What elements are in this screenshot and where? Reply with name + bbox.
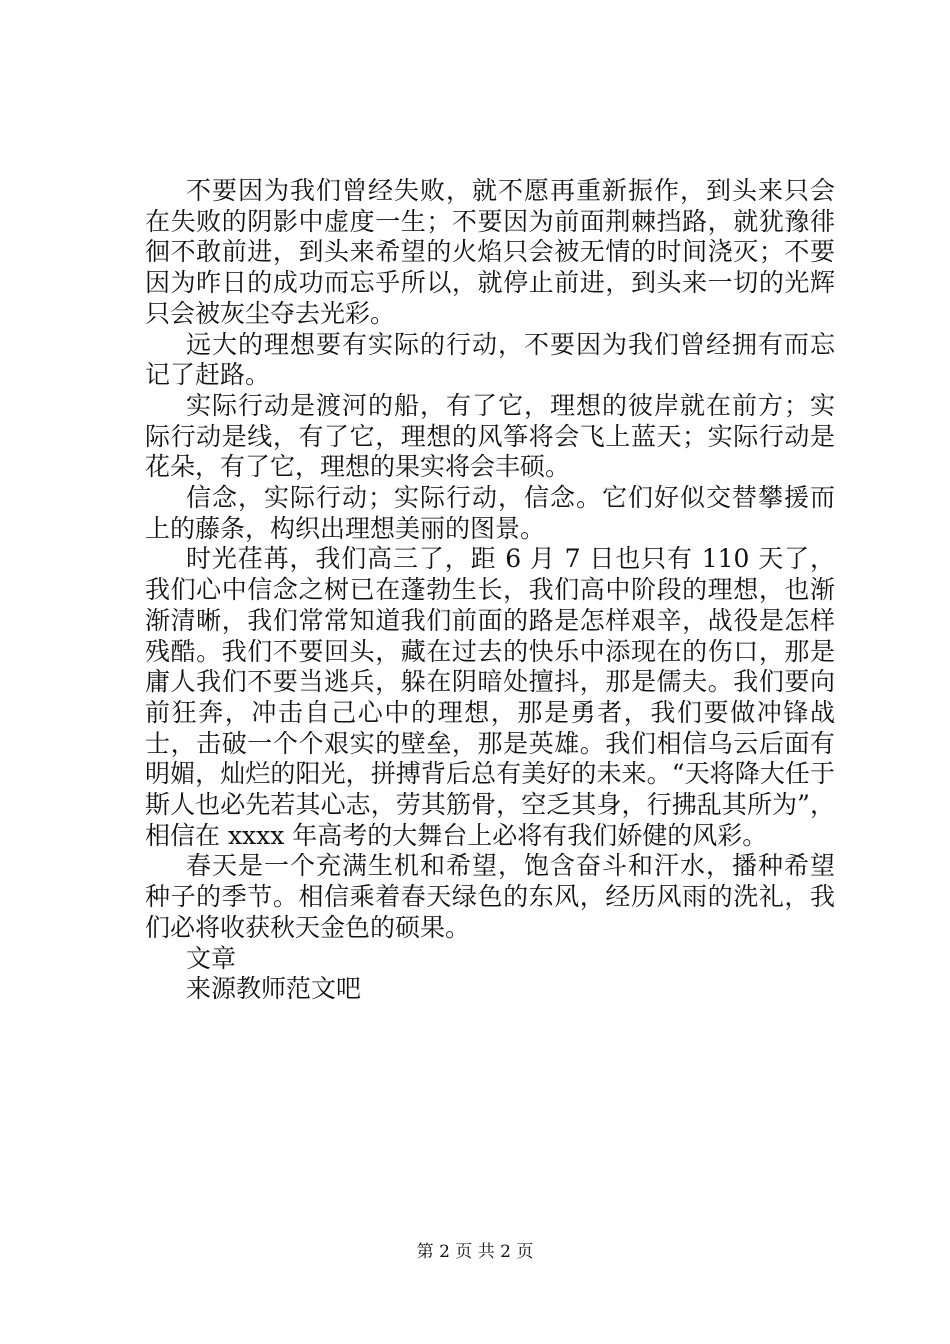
closing-line-source: 来源教师范文吧 — [186, 974, 362, 1004]
closing-line-article: 文章 — [186, 943, 237, 973]
paragraph-4: 信念，实际行动；实际行动，信念。它们好似交替攀援而上的藤条，构织出理想美丽的图景。 — [145, 483, 835, 543]
paragraph-5: 时光荏苒，我们高三了，距 6 月 7 日也只有 110 天了，我们心中信念之树已在蓬勃生长，我们高中阶段的理想，也渐渐清晰，我们常常知道我们前面的路是怎样艰辛，战役是怎样残酷。我们不要回头，藏在过去的快乐中添现在的伤口，那是庸人我们不要当逃兵，躲在阴暗处擅抖，那是儒夫。我们要向前狂奔，冲击自己心中的理想，那是勇者，我们要做冲锋战士，击破一个个艰实的壁垒，那是英雄。我们相信乌云后面有明媚，灿烂的阳光，拼搏背后总有美好的未来。“天将降大任于斯人也必先若其心志，劳其筋骨，空乏其身，行拂乱其所为”，相信在 xxxx 年高考的大舞台上必将有我们娇健的风彩。 — [145, 544, 835, 850]
paragraph-2: 远大的理想要有实际的行动，不要因为我们曾经拥有而忘记了赶路。 — [145, 329, 835, 390]
article-body — [145, 176, 835, 1005]
paragraph-3: 实际行动是渡河的船，有了它，理想的彼岸就在前方；实际行动是线，有了它，理想的风筝将会飞上蓝天；实际行动是花朵，有了它，理想的果实将会丰硕。 — [145, 390, 835, 482]
paragraph-1: 不要因为我们曾经失败，就不愿再重新振作，到头来只会在失败的阴影中虚度一生；不要因为前面荆棘挡路，就犹豫徘徊不敢前进，到头来希望的火焰只会被无情的时间浇灭；不要因为昨日的成功而忘乎所以，就停止前进，到头来一切的光辉只会被灰尘夺去光彩。 — [145, 176, 835, 328]
page-number-footer: 第 2 页 共 2 页 — [416, 1242, 534, 1262]
paragraph-6: 春天是一个充满生机和希望，饱含奋斗和汗水，播种希望种子的季节。相信乘着春天绿色的东风，经历风雨的洗礼，我们必将收获秋天金色的硕果。 — [145, 851, 835, 942]
